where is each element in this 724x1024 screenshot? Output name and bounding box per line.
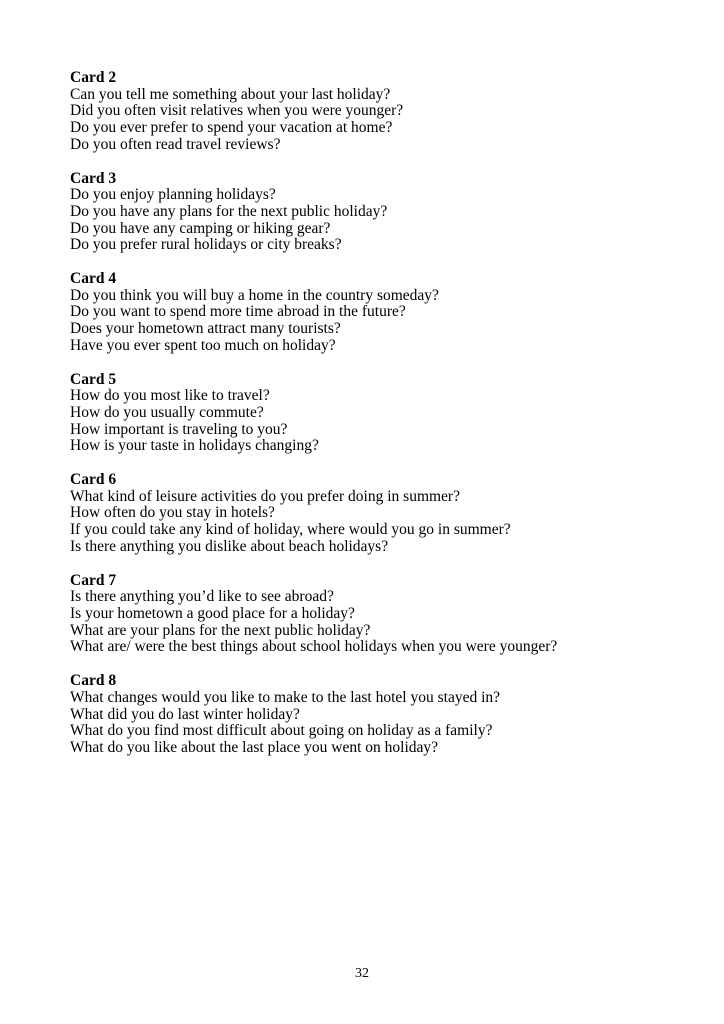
question: Do you think you will buy a home in the country someday?	[70, 286, 439, 304]
card-title: Card 8	[70, 672, 117, 690]
question: Do you often read travel reviews?	[70, 135, 281, 153]
card-5	[70, 372, 670, 456]
card-title: Card 6	[70, 471, 117, 489]
question: Is there anything you’d like to see abroad?	[70, 588, 334, 606]
question: Can you tell me something about your last holiday?	[70, 85, 391, 103]
card-2	[70, 70, 670, 154]
document-page	[70, 70, 670, 774]
question: What did you do last winter holiday?	[70, 705, 300, 723]
question: Is there anything you dislike about beach holidays?	[70, 537, 389, 555]
question: How do you most like to travel?	[70, 387, 270, 405]
question: What are/ were the best things about school holidays when you were younger?	[70, 638, 558, 656]
question: Do you have any plans for the next public holiday?	[70, 202, 388, 220]
question: Have you ever spent too much on holiday?	[70, 336, 336, 354]
question: Did you often visit relatives when you were younger?	[70, 102, 404, 120]
question: What changes would you like to make to the last hotel you stayed in?	[70, 688, 501, 706]
card-title: Card 4	[70, 270, 117, 288]
card-6	[70, 472, 670, 556]
question: What kind of leisure activities do you prefer doing in summer?	[70, 487, 460, 505]
question: How do you usually commute?	[70, 403, 264, 421]
card-title: Card 7	[70, 571, 117, 589]
question: How often do you stay in hotels?	[70, 504, 275, 522]
question: Do you prefer rural holidays or city breaks?	[70, 236, 342, 254]
card-4	[70, 271, 670, 355]
question: Do you want to spend more time abroad in the future?	[70, 303, 406, 321]
card-title: Card 3	[70, 169, 117, 187]
question: Do you ever prefer to spend your vacation at home?	[70, 119, 393, 137]
question: What do you find most difficult about going on holiday as a family?	[70, 722, 493, 740]
card-8	[70, 673, 670, 757]
question: How important is traveling to you?	[70, 420, 288, 438]
card-7	[70, 573, 670, 657]
question: What are your plans for the next public holiday?	[70, 621, 371, 639]
card-title: Card 2	[70, 69, 117, 86]
question: If you could take any kind of holiday, where would you go in summer?	[70, 521, 511, 539]
page-number: 32	[355, 966, 369, 981]
question: Do you enjoy planning holidays?	[70, 186, 276, 204]
question: Does your hometown attract many tourists?	[70, 320, 341, 338]
question: Do you have any camping or hiking gear?	[70, 219, 331, 237]
question: Is your hometown a good place for a holiday?	[70, 604, 355, 622]
question: How is your taste in holidays changing?	[70, 437, 319, 455]
question: What do you like about the last place you went on holiday?	[70, 738, 439, 756]
card-3	[70, 171, 670, 255]
card-title: Card 5	[70, 370, 117, 388]
